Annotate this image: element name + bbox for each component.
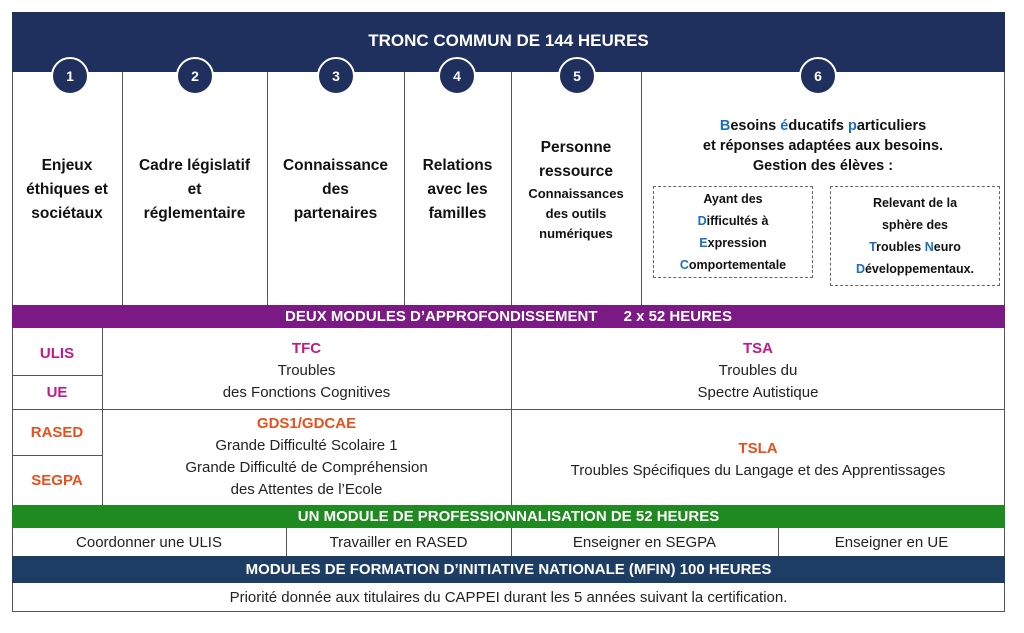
module-line: et [187,181,202,198]
text-line: Difficultés à [697,214,769,228]
module-text: Grande Difficulté Scolaire 1 [215,437,398,454]
text-line: Expression [699,236,767,250]
side-label-rased: RASED [30,424,84,441]
troubles-neuro-box [830,186,1000,286]
module-tsla [511,420,1005,500]
text-line: sphère des [881,218,948,232]
text-line: Relevant de la [872,196,958,210]
module-text: des Fonctions Cognitives [222,384,391,401]
module-besoins-educatifs [641,115,1005,177]
text-line: et réponses adaptées aux besoins. [702,138,944,154]
module-line: éthiques et [26,181,108,198]
module-enjeux [12,150,122,230]
approfondissement-banner [12,305,1005,328]
approfondissement-header: DEUX MODULES D’APPROFONDISSEMENT [285,308,598,325]
module-partenaires [267,150,404,230]
module-familles [404,150,511,230]
divider [641,72,642,305]
besoins-title [703,116,943,176]
module-sub-line: numériques [539,226,613,241]
module-line: Enjeux [41,157,93,174]
option-segpa: Enseigner en SEGPA [572,533,717,551]
module-text: Grande Difficulté de Compréhension [185,459,428,476]
module-line: partenaires [293,205,378,222]
module-cadre-legislatif [122,150,267,230]
mfin-header: MODULES DE FORMATION D’INITIATIVE NATIONALE (MFIN) 100 HEURES [245,561,772,578]
side-label-ulis: ULIS [39,344,75,362]
module-sub-line: Connaissances [528,186,624,201]
module-tsa [511,336,1005,406]
title-banner [12,12,1005,72]
module-code: TSA [743,340,773,357]
module-code: TFC [291,340,322,357]
module-line: avec les [427,181,488,198]
approfondissement-hours: 2 x 52 HEURES [623,308,732,325]
module-line: des [322,181,349,198]
text-line: Ayant des [703,192,763,206]
side-label-ue: UE [46,384,68,401]
box-left-text [680,188,786,276]
module-sub-line: des outils [545,206,607,221]
professionnalisation-banner [12,505,1005,528]
module-line: réglementaire [143,205,246,222]
step-number-3: 3 [317,57,355,95]
module-line: ressource [538,163,614,180]
text-line: Besoins éducatifs particuliers [719,118,927,134]
difficultes-comportementales-box [653,186,813,278]
page-title: TRONC COMMUN DE 144 HEURES [368,31,649,50]
text-line: Comportementale [679,258,787,272]
module-line: familles [428,205,487,222]
step-number-1: 1 [51,57,89,95]
text-line: Troubles Neuro [869,240,961,254]
side-label-segpa: SEGPA [31,472,83,489]
module-tfc [102,336,511,406]
box-right-text [856,192,974,280]
module-text: Spectre Autistique [697,384,819,401]
step-number-5: 5 [558,57,596,95]
module-text: Troubles [277,362,336,379]
module-gds [102,410,511,504]
module-line: Personne [540,139,612,156]
module-personne-ressource [511,134,641,246]
module-text: des Attentes de l’Ecole [230,481,383,498]
module-line: Connaissance [282,157,389,174]
module-code: GDS1/GDCAE [256,415,357,432]
module-text: Troubles du [718,362,798,379]
option-ue: Enseigner en UE [834,533,949,551]
module-line: sociétaux [31,205,103,222]
module-code: TSLA [738,440,778,457]
mfin-note: Priorité donnée aux titulaires du CAPPEI durant les 5 années suivant la certification. [229,589,788,606]
option-ulis: Coordonner une ULIS [76,533,222,551]
module-text: Troubles Spécifiques du Langage et des Apprentissages [570,462,946,479]
professionnalisation-header: UN MODULE DE PROFESSIONNALISATION DE 52 HEURES [297,508,720,525]
text-line: Développementaux. [855,262,975,276]
module-line: Cadre législatif [138,157,251,174]
step-number-6: 6 [799,57,837,95]
mfin-banner [12,556,1005,583]
option-rased: Travailler en RASED [329,533,468,551]
step-number-4: 4 [438,57,476,95]
text-line: Gestion des élèves : [752,158,894,174]
module-line: Relations [422,157,493,174]
step-number-2: 2 [176,57,214,95]
